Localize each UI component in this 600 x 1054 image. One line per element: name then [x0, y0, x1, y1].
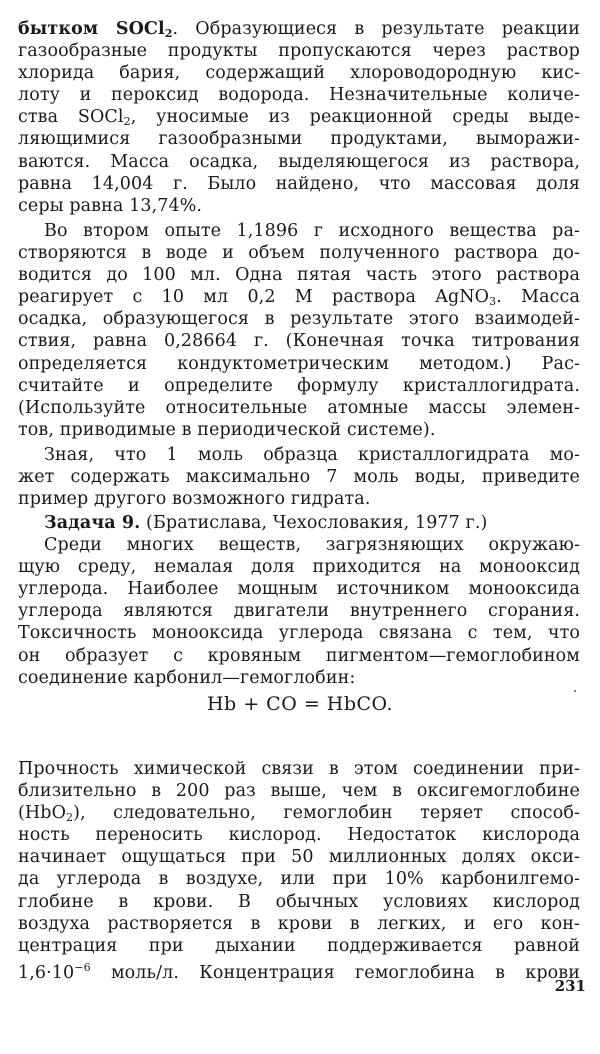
text-line: щую среду, немалая доля приходится на монооксид	[18, 557, 580, 578]
text-line: центрация при дыхании поддерживается равной	[18, 935, 580, 956]
text-line: водится до 100 мл. Одна пятая часть этого раствора	[18, 265, 580, 286]
page-number: 231	[554, 977, 586, 995]
text-line: углерода являются двигатели внутреннего сгорания.	[18, 601, 580, 622]
text-line: ность переносить кислород. Недостаток кислорода	[18, 825, 580, 846]
text-line: серы равна 13,74%.	[18, 195, 203, 216]
reaction-formula: Hb + CO = HbCO.	[206, 693, 394, 715]
paragraph-1	[18, 18, 580, 217]
text-line: ства SOCl$_2$, уносимые из реакционной среды выде-	[18, 107, 580, 129]
text-line: тов, приводимые в периодической системе).	[18, 419, 436, 440]
text-line: реагирует с 10 мл 0,2 М раствора AgNO$_3$. Масса	[18, 287, 580, 309]
text-line: осадка, образующегося в результате этого взаимодей-	[18, 309, 580, 330]
text-line: определяется кондуктометрическим методом.) Рас-	[18, 353, 580, 374]
text-line: глобине в крови. В обычных условиях кислород	[18, 891, 580, 912]
text-line: воздуха растворяется в крови в легких, и его кон-	[18, 913, 580, 934]
text-line: начинает ощущаться при 50 миллионных долях окси-	[18, 847, 580, 868]
text-line: считайте и определите формулу кристаллогидрата.	[18, 375, 580, 396]
paragraph-2	[18, 220, 580, 441]
paragraph-5	[18, 758, 580, 983]
text-line: Зная, что 1 моль образца кристаллогидрата мо-	[44, 445, 580, 465]
text-line: Во втором опыте 1,1896 г исходного вещества ра-	[44, 221, 580, 241]
text-line: (HbO$_2$), следовательно, гемоглобин теряет способ-	[18, 803, 580, 825]
text-line: близительно в 200 раз выше, чем в оксигемоглобине	[18, 781, 580, 802]
text-line: да углерода в воздухе, или при 10% карбонилгемо-	[18, 869, 580, 890]
text-line: (Используйте относительные атомные массы элемен-	[18, 397, 580, 418]
text-line: пример другого возможного гидрата.	[18, 489, 371, 510]
print-speck	[574, 690, 576, 692]
task-9-section	[18, 512, 580, 689]
task-source: (Братислава, Чехословакия, 1977 г.)	[140, 513, 488, 533]
text-line: хлорида бария, содержащий хлороводородную кис-	[18, 63, 580, 84]
text-line: бытком SOCl$_2$. Образующиеся в результате реакции	[18, 19, 580, 40]
text-line: газообразные продукты пропускаются через раствор	[18, 41, 580, 62]
text-line: соединение карбонил—гемоглобин:	[18, 667, 356, 688]
text-line: Среди многих веществ, загрязняющих окружаю-	[44, 535, 580, 556]
text-line: Прочность химической связи в этом соединении при-	[18, 759, 580, 779]
text-line: равна 14,004 г. Было найдено, что массовая доля	[18, 173, 580, 194]
task-heading	[18, 512, 580, 534]
text-line: он образует с кровяным пигментом—гемоглобином	[18, 645, 580, 666]
text-line: Токсичность монооксида углерода связана с тем, что	[18, 623, 580, 644]
text-line: ствия, равна 0,28664 г. (Конечная точка титрования	[18, 331, 580, 352]
text-line: углерода. Наиболее мощным источником монооксида	[18, 579, 580, 600]
text-line: лоту и пероксид водорода. Незначительные количе-	[18, 85, 580, 106]
text-line: створяются в воде и объем полученного раствора до-	[18, 243, 580, 264]
text-line: ваются. Масса осадка, выделяющегося из раствора,	[18, 151, 580, 172]
text-line: $1,6\cdot 10^{-6}$ моль/л. Концентрация гемоглобина в крови	[18, 960, 580, 983]
text-line: ляющимися газообразными продуктами, выморажи-	[18, 129, 580, 150]
text-line: жет содержать максимально 7 моль воды, приведите	[18, 467, 580, 488]
paragraph-3	[18, 444, 580, 510]
task-label: Задача 9.	[44, 513, 141, 533]
